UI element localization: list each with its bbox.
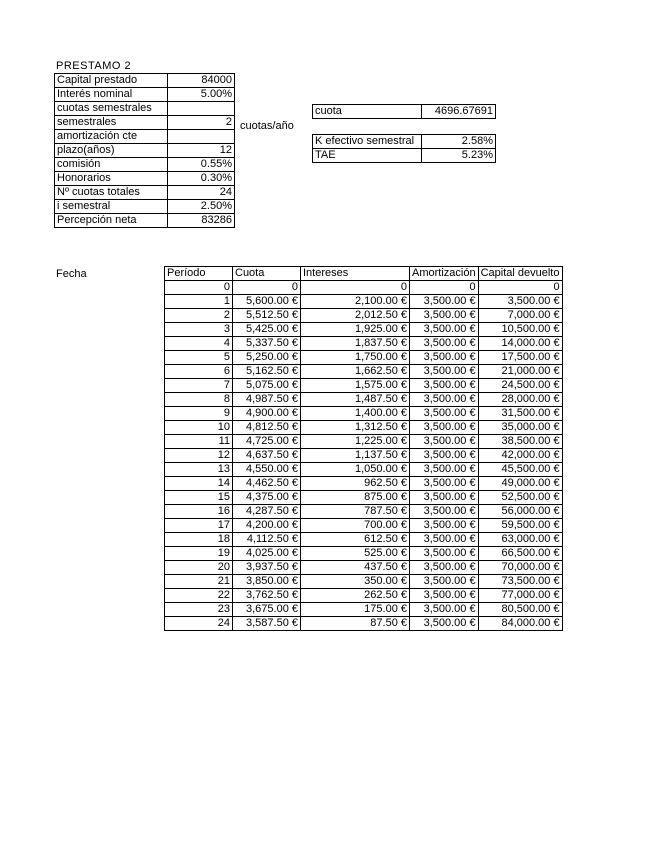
table-cell[interactable]: 21,000.00 € [478,365,562,379]
param-value[interactable]: 0.30% [168,172,235,186]
cuota-value[interactable]: 4696.67691 [422,105,496,119]
table-cell[interactable]: 3,500.00 € [410,477,479,491]
table-cell[interactable]: 20 [165,561,233,575]
param-value[interactable] [168,130,235,144]
cuotas-ano-label: cuotas/año [240,120,294,132]
param-row [55,144,235,158]
table-cell[interactable]: 0 [165,281,233,295]
table-cell[interactable]: 3,500.00 € [410,575,479,589]
table-cell[interactable]: 70,000.00 € [478,561,562,575]
table-cell[interactable]: 87.50 € [301,617,410,631]
rates-table [312,134,496,163]
table-cell[interactable]: 1,050.00 € [301,463,410,477]
param-row [55,116,235,130]
table-cell[interactable]: 3,850.00 € [233,575,301,589]
table-row [165,323,563,337]
table-cell[interactable]: 3,500.00 € [410,519,479,533]
table-cell[interactable]: 1,400.00 € [301,407,410,421]
table-cell[interactable]: 3,500.00 € [410,407,479,421]
table-cell[interactable]: 4,200.00 € [233,519,301,533]
table-cell[interactable]: 3 [165,323,233,337]
table-cell[interactable]: 4,812.50 € [233,421,301,435]
table-cell[interactable]: 3,500.00 € [410,323,479,337]
table-cell[interactable]: 4,287.50 € [233,505,301,519]
table-cell[interactable]: 3,500.00 € [410,435,479,449]
schedule-header-row [165,267,563,281]
table-cell[interactable]: 4,900.00 € [233,407,301,421]
table-cell[interactable]: 14 [165,477,233,491]
table-cell[interactable]: 3,587.50 € [233,617,301,631]
table-cell[interactable]: 52,500.00 € [478,491,562,505]
table-row [165,393,563,407]
table-cell[interactable]: 3,500.00 € [410,505,479,519]
table-cell[interactable]: 5,512.50 € [233,309,301,323]
table-cell[interactable]: 3,500.00 € [410,295,479,309]
table-cell[interactable]: 3,500.00 € [478,295,562,309]
table-cell[interactable]: 262.50 € [301,589,410,603]
table-cell[interactable]: 787.50 € [301,505,410,519]
table-cell[interactable]: 0 [301,281,410,295]
param-row [55,88,235,102]
table-cell[interactable]: 3,500.00 € [410,309,479,323]
table-cell[interactable]: 525.00 € [301,547,410,561]
tae-label[interactable]: TAE [313,149,422,163]
table-cell[interactable]: 35,000.00 € [478,421,562,435]
table-cell[interactable]: 3,500.00 € [410,421,479,435]
table-cell[interactable]: 2 [165,309,233,323]
table-cell[interactable]: 1,925.00 € [301,323,410,337]
table-cell[interactable]: 5,250.00 € [233,351,301,365]
table-row [165,421,563,435]
table-cell[interactable]: 10,500.00 € [478,323,562,337]
table-cell[interactable]: 21 [165,575,233,589]
table-cell[interactable]: 38,500.00 € [478,435,562,449]
table-cell[interactable]: 3,500.00 € [410,589,479,603]
table-row [165,379,563,393]
table-cell[interactable]: 3,675.00 € [233,603,301,617]
params-table [54,73,235,228]
schedule-header-cell[interactable]: Cuota [233,267,301,281]
table-cell[interactable]: 3,500.00 € [410,491,479,505]
table-cell[interactable]: 3,500.00 € [410,603,479,617]
param-label[interactable]: Nº cuotas totales [55,186,168,200]
table-cell[interactable]: 16 [165,505,233,519]
cuota-label[interactable]: cuota [313,105,422,119]
table-cell[interactable]: 612.50 € [301,533,410,547]
table-cell[interactable]: 175.00 € [301,603,410,617]
table-cell[interactable]: 6 [165,365,233,379]
table-cell[interactable]: 5 [165,351,233,365]
table-row [165,365,563,379]
table-cell[interactable]: 12 [165,449,233,463]
table-row [165,519,563,533]
table-row [165,351,563,365]
param-value[interactable]: 0.55% [168,158,235,172]
table-cell[interactable]: 0 [478,281,562,295]
param-label[interactable]: Honorarios [55,172,168,186]
param-row [55,200,235,214]
table-cell[interactable]: 2,100.00 € [301,295,410,309]
table-cell[interactable]: 4,462.50 € [233,477,301,491]
table-cell[interactable]: 3,500.00 € [410,463,479,477]
schedule-header-cell[interactable]: Amortización [410,267,479,281]
param-label[interactable]: semestrales [55,116,168,130]
table-cell[interactable]: 3,500.00 € [410,379,479,393]
table-cell[interactable]: 3,500.00 € [410,393,479,407]
table-cell[interactable]: 59,500.00 € [478,519,562,533]
param-label[interactable]: Percepción neta [55,214,168,228]
table-cell[interactable]: 4,550.00 € [233,463,301,477]
table-cell[interactable]: 3,937.50 € [233,561,301,575]
table-cell[interactable]: 7 [165,379,233,393]
param-row [55,186,235,200]
table-cell[interactable]: 3,500.00 € [410,449,479,463]
sheet-title: PRESTAMO 2 [56,60,132,72]
table-cell[interactable]: 28,000.00 € [478,393,562,407]
table-cell[interactable]: 1,312.50 € [301,421,410,435]
table-cell[interactable]: 45,500.00 € [478,463,562,477]
table-cell[interactable]: 15 [165,491,233,505]
param-label[interactable]: Interés nominal [55,88,168,102]
param-row [55,172,235,186]
table-cell[interactable]: 350.00 € [301,575,410,589]
table-cell[interactable]: 23 [165,603,233,617]
table-cell[interactable]: 4,637.50 € [233,449,301,463]
table-cell[interactable]: 3,500.00 € [410,351,479,365]
table-cell[interactable]: 49,000.00 € [478,477,562,491]
table-cell[interactable]: 19 [165,547,233,561]
table-cell[interactable]: 875.00 € [301,491,410,505]
param-label[interactable]: Capital prestado [55,74,168,88]
table-cell[interactable]: 24 [165,617,233,631]
table-cell[interactable]: 14,000.00 € [478,337,562,351]
table-cell[interactable]: 4,725.00 € [233,435,301,449]
table-row [165,309,563,323]
table-cell[interactable]: 3,500.00 € [410,365,479,379]
table-row [165,295,563,309]
table-row [165,337,563,351]
table-cell[interactable]: 1,487.50 € [301,393,410,407]
table-cell[interactable]: 4 [165,337,233,351]
table-cell[interactable]: 42,000.00 € [478,449,562,463]
param-value[interactable]: 5.00% [168,88,235,102]
table-cell[interactable]: 0 [410,281,479,295]
fecha-label: Fecha [56,268,87,280]
param-value[interactable]: 2.50% [168,200,235,214]
table-row [165,547,563,561]
param-row [55,74,235,88]
table-cell[interactable]: 0 [233,281,301,295]
table-row [165,575,563,589]
table-cell[interactable]: 73,500.00 € [478,575,562,589]
table-cell[interactable]: 5,425.00 € [233,323,301,337]
table-cell[interactable]: 80,500.00 € [478,603,562,617]
table-cell[interactable]: 22 [165,589,233,603]
table-row [165,505,563,519]
table-cell[interactable]: 1,137.50 € [301,449,410,463]
table-cell[interactable]: 7,000.00 € [478,309,562,323]
param-label[interactable]: cuotas semestrales [55,102,168,116]
table-cell[interactable]: 4,112.50 € [233,533,301,547]
table-cell[interactable]: 31,500.00 € [478,407,562,421]
table-row [165,603,563,617]
table-cell[interactable]: 5,075.00 € [233,379,301,393]
table-cell[interactable]: 3,762.50 € [233,589,301,603]
param-value[interactable]: 83286 [168,214,235,228]
table-cell[interactable]: 1,575.00 € [301,379,410,393]
table-cell[interactable]: 13 [165,463,233,477]
table-row [165,449,563,463]
table-cell[interactable]: 4,025.00 € [233,547,301,561]
param-label[interactable]: comisión [55,158,168,172]
table-cell[interactable]: 1 [165,295,233,309]
cuota-row [313,105,496,119]
table-cell[interactable]: 56,000.00 € [478,505,562,519]
table-cell[interactable]: 437.50 € [301,561,410,575]
table-cell[interactable]: 84,000.00 € [478,617,562,631]
table-row [165,589,563,603]
table-row [165,463,563,477]
table-cell[interactable]: 1,750.00 € [301,351,410,365]
table-cell[interactable]: 5,337.50 € [233,337,301,351]
param-row [55,130,235,144]
cuota-table [312,104,496,119]
schedule-header-cell[interactable]: Capital devuelto [478,267,562,281]
param-row [55,158,235,172]
table-cell[interactable]: 3,500.00 € [410,561,479,575]
table-cell[interactable]: 18 [165,533,233,547]
table-cell[interactable]: 1,662.50 € [301,365,410,379]
table-cell[interactable]: 17,500.00 € [478,351,562,365]
table-cell[interactable]: 2,012.50 € [301,309,410,323]
schedule-body [165,281,563,631]
table-cell[interactable]: 8 [165,393,233,407]
table-cell[interactable]: 1,837.50 € [301,337,410,351]
table-cell[interactable]: 24,500.00 € [478,379,562,393]
table-row [165,281,563,295]
table-cell[interactable]: 4,375.00 € [233,491,301,505]
param-value[interactable] [168,102,235,116]
table-row [165,533,563,547]
param-value[interactable]: 84000 [168,74,235,88]
table-cell[interactable]: 77,000.00 € [478,589,562,603]
table-cell[interactable]: 962.50 € [301,477,410,491]
param-label[interactable]: amortización cte [55,130,168,144]
table-cell[interactable]: 9 [165,407,233,421]
table-cell[interactable]: 5,162.50 € [233,365,301,379]
rate-row-tae [313,149,496,163]
table-cell[interactable]: 3,500.00 € [410,617,479,631]
params-body [55,74,235,228]
table-cell[interactable]: 3,500.00 € [410,533,479,547]
table-cell[interactable]: 63,000.00 € [478,533,562,547]
table-cell[interactable]: 10 [165,421,233,435]
table-cell[interactable]: 3,500.00 € [410,337,479,351]
param-value[interactable]: 2 [168,116,235,130]
table-cell[interactable]: 5,600.00 € [233,295,301,309]
param-value[interactable]: 12 [168,144,235,158]
table-row [165,617,563,631]
schedule-header-cell[interactable]: Intereses [301,267,410,281]
k-efectivo-value[interactable]: 2.58% [422,135,496,149]
param-label[interactable]: i semestral [55,200,168,214]
table-row [165,561,563,575]
table-cell[interactable]: 3,500.00 € [410,547,479,561]
tae-value[interactable]: 5.23% [422,149,496,163]
param-value[interactable]: 24 [168,186,235,200]
k-efectivo-label[interactable]: K efectivo semestral [313,135,422,149]
table-cell[interactable]: 17 [165,519,233,533]
schedule-header-cell[interactable]: Período [165,267,233,281]
table-cell[interactable]: 1,225.00 € [301,435,410,449]
table-row [165,407,563,421]
schedule-table [164,266,563,631]
table-cell[interactable]: 4,987.50 € [233,393,301,407]
table-cell[interactable]: 700.00 € [301,519,410,533]
param-row [55,102,235,116]
table-cell[interactable]: 66,500.00 € [478,547,562,561]
table-row [165,477,563,491]
rate-row-k [313,135,496,149]
table-row [165,491,563,505]
param-row [55,214,235,228]
param-label[interactable]: plazo(años) [55,144,168,158]
table-cell[interactable]: 11 [165,435,233,449]
table-row [165,435,563,449]
